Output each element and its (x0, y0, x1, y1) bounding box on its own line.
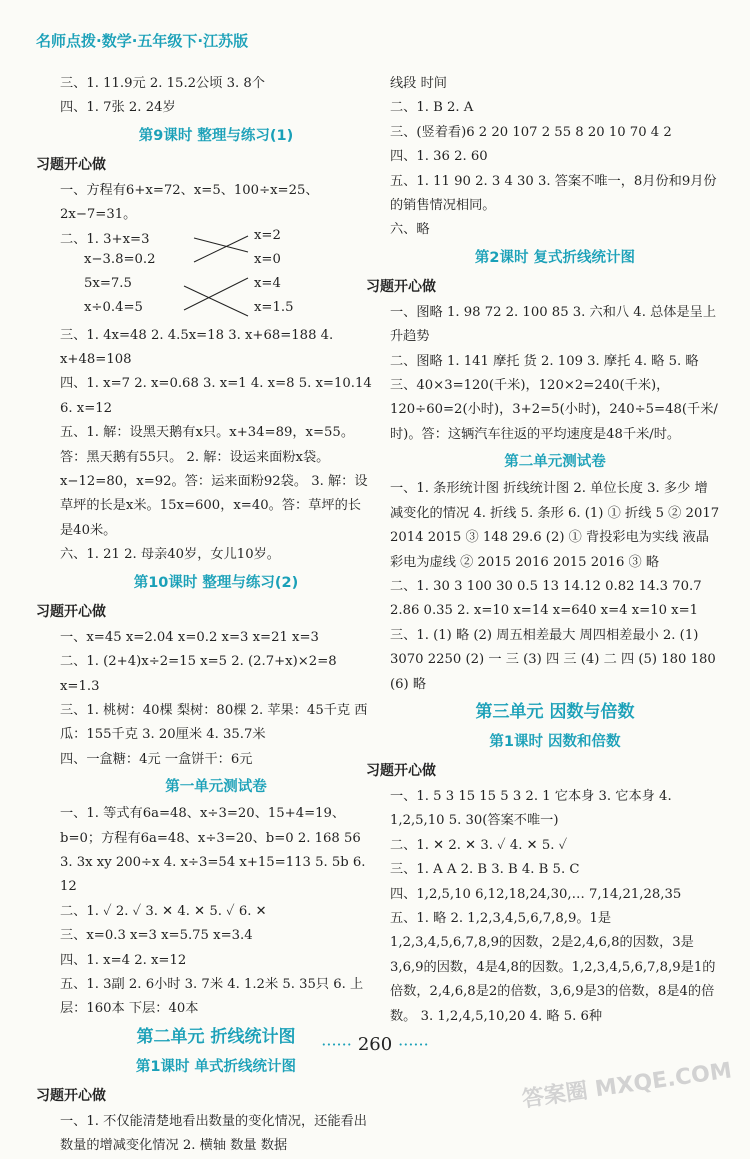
unit-title: 第二单元 折线统计图 (136, 1026, 296, 1047)
match-right-1: x=2 (254, 227, 281, 243)
answer-line: 三、40×3=120(千米)，120×2=240(千米)，120÷60=2(小时)，3+2=5(小时)，240÷5=48(千米/时)。答：这辆汽车往返的平均速度是48千米/时。 (390, 378, 718, 442)
answer-line: 四、一盒糖：4元 一盒饼干：6元 (60, 751, 253, 767)
watermark-logo: 答案圈 MXQE.COM (520, 1058, 733, 1113)
answer-line: 三、1. 11.9元 2. 15.2公顷 3. 8个 (60, 76, 265, 91)
left-column (36, 72, 372, 1159)
lesson-title: 第10课时 整理与练习(2) (133, 574, 299, 591)
match-right-3: x=4 (254, 275, 281, 291)
answer-line: 一、1. 5 3 15 15 5 3 2. 1 它本身 3. 它本身 4. 1,2,5,10 5. 30(答案不唯一) (390, 788, 672, 829)
answer-line: 四、1,2,5,10 6,12,18,24,30,… 7,14,21,28,35 (390, 886, 682, 902)
footer-dots-right: ······ (398, 1035, 429, 1054)
answer-line: 四、1. x=4 2. x=12 (60, 952, 187, 968)
answer-line: 五、1. 11 90 2. 3 4 30 3. 答案不唯一，8月份和9月份的销售情况相同。 (390, 173, 717, 214)
unit-title: 第三单元 因数与倍数 (475, 701, 635, 722)
lesson-title: 第1课时 因数和倍数 (489, 733, 621, 750)
answer-line: 三、1. 桃树：40棵 梨树：80棵 2. 苹果：45千克 西瓜：155千克 3. 20厘米 4. 35.7米 (60, 702, 368, 743)
answer-line: 二、1. B 2. A (390, 100, 474, 116)
match-left-3: 5x=7.5 (84, 275, 132, 291)
subsection-title: 习题开心做 (36, 603, 106, 620)
answer-line: 五、1. 3副 2. 6小时 3. 7米 4. 1.2米 5. 35只 6. 上层：160本 下层：40本 (60, 976, 364, 1017)
lesson-title: 第2课时 复式折线统计图 (474, 249, 636, 266)
answer-line: 六、1. 21 2. 母亲40岁，女儿10岁。 (60, 547, 280, 563)
answer-line: 四、1. 7张 2. 24岁 (60, 100, 176, 116)
answer-line: 线段 时间 (390, 76, 447, 91)
answer-line: 三、(竖着看)6 2 20 107 2 55 8 20 10 70 4 2 (390, 124, 672, 140)
answer-line: 五、1. 略 2. 1,2,3,4,5,6,7,8,9。1是1,2,3,4,5,6,7,8,9的因数，2是2,4,6,8的因数，3是3,6,9的因数，4是4,8的因数。1,2,3,4,5,6,7,8,9是1的倍数，2,4,6,8是2的倍数，3,6,9是3的倍数，8是4的倍数。 3. 1,2,4,5,10,20 4. 略 5. 6种 (390, 910, 716, 1024)
answer-line: 二、1. (2+4)x÷2=15 x=5 2. (2.7+x)×2=8 x=1.3 (60, 654, 337, 694)
answer-line: 一、1. 不仅能清楚地看出数量的变化情况，还能看出数量的增减变化情况 2. 横轴 数量 数据 (60, 1113, 367, 1154)
test-title: 第二单元测试卷 (504, 454, 606, 471)
test-title: 第一单元测试卷 (165, 779, 267, 796)
page-footer (0, 1034, 750, 1055)
subsection-title: 习题开心做 (36, 1087, 106, 1104)
answer-line: 三、1. (1) 略 (2) 周五相差最大 周四相差最小 2. (1) 3070 2250 (2) 一 三 (3) 四 三 (4) 二 四 (5) 180 180 (6) 略 (390, 627, 716, 692)
match-left-1: 二、1. 3+x=3 (60, 231, 150, 247)
answer-line: 四、1. x=7 2. x=0.68 3. x=1 4. x=8 5. x=10.14 6. x=12 (60, 376, 372, 416)
answer-line: 三、1. A A 2. B 3. B 4. B 5. C (390, 862, 580, 878)
matching-exercise (60, 228, 372, 324)
lesson-title: 第1课时 单式折线统计图 (135, 1058, 297, 1075)
subsection-title: 习题开心做 (366, 278, 436, 295)
answer-line: 六、略 (390, 222, 430, 238)
answer-line: 一、1. 等式有6a=48、x÷3=20、15+4=19、b=0；方程有6a=48、x÷3=20、b=0 2. 168 56 3. 3x xy 200÷x 4. x÷3=54 x+15=113 5. 5b 6. 12 (60, 806, 366, 895)
book-header: 名师点拨·数学·五年级下·江苏版 (36, 32, 249, 50)
answer-line: 四、1. 36 2. 60 (390, 149, 488, 165)
answer-line: 三、x=0.3 x=3 x=5.75 x=3.4 (60, 928, 253, 944)
subsection-title: 习题开心做 (36, 156, 106, 173)
answer-line: 二、1. ✓ 2. ✓ 3. ✕ 4. ✕ 5. ✓ 6. ✕ (60, 903, 267, 919)
answer-line: 一、方程有6+x=72、x=5、100÷x=25、2x−7=31。 (60, 182, 319, 223)
footer-dots-left: ······ (321, 1035, 352, 1054)
right-column (366, 72, 720, 1029)
match-left-4: x÷0.4=5 (84, 299, 143, 315)
answer-line: 二、1. ✕ 2. ✕ 3. ✓ 4. ✕ 5. ✓ (390, 837, 568, 853)
answer-line: 五、1. 解：设黑天鹅有x只。x+34=89，x=55。答：黑天鹅有55只。 2. 解：设运来面粉x袋。x−12=80，x=92。答：运来面粉92袋。 3. 解：设草坪的长是x米。15x=600，x=40。答：草坪的长是40米。 (60, 425, 368, 538)
subsection-title: 习题开心做 (366, 762, 436, 779)
answer-line: 二、1. 30 3 100 30 0.5 13 14.12 0.82 14.3 70.7 2.86 0.35 2. x=10 x=14 x=640 x=4 x=10 x=1 (390, 578, 702, 619)
answer-line: 一、图略 1. 98 72 2. 100 85 3. 六和八 4. 总体是呈上升趋势 (390, 304, 717, 345)
answer-line: 二、图略 1. 141 摩托 货 2. 109 3. 摩托 4. 略 5. 略 (390, 353, 699, 369)
match-right-2: x=0 (254, 251, 281, 267)
match-left-2: x−3.8=0.2 (84, 251, 156, 267)
lesson-title: 第9课时 整理与练习(1) (138, 127, 294, 144)
answer-line: 一、1. 条形统计图 折线统计图 2. 单位长度 3. 多少 增减变化的情况 4. 折线 5. 条形 6. (1) ① 折线 5 ② 2017 2014 2015 ③ 148 29.6 (2) ① 背投彩电为实线 液晶彩电为虚线 ② 2015 2016 2015 2016 ③ 略 (390, 481, 720, 570)
answer-line: 一、x=45 x=2.04 x=0.2 x=3 x=21 x=3 (60, 629, 319, 645)
match-right-4: x=1.5 (254, 299, 294, 315)
answer-line: 三、1. 4x=48 2. 4.5x=18 3. x+68=188 4. x+48=108 (60, 327, 334, 368)
page-number: 260 (357, 1034, 393, 1055)
